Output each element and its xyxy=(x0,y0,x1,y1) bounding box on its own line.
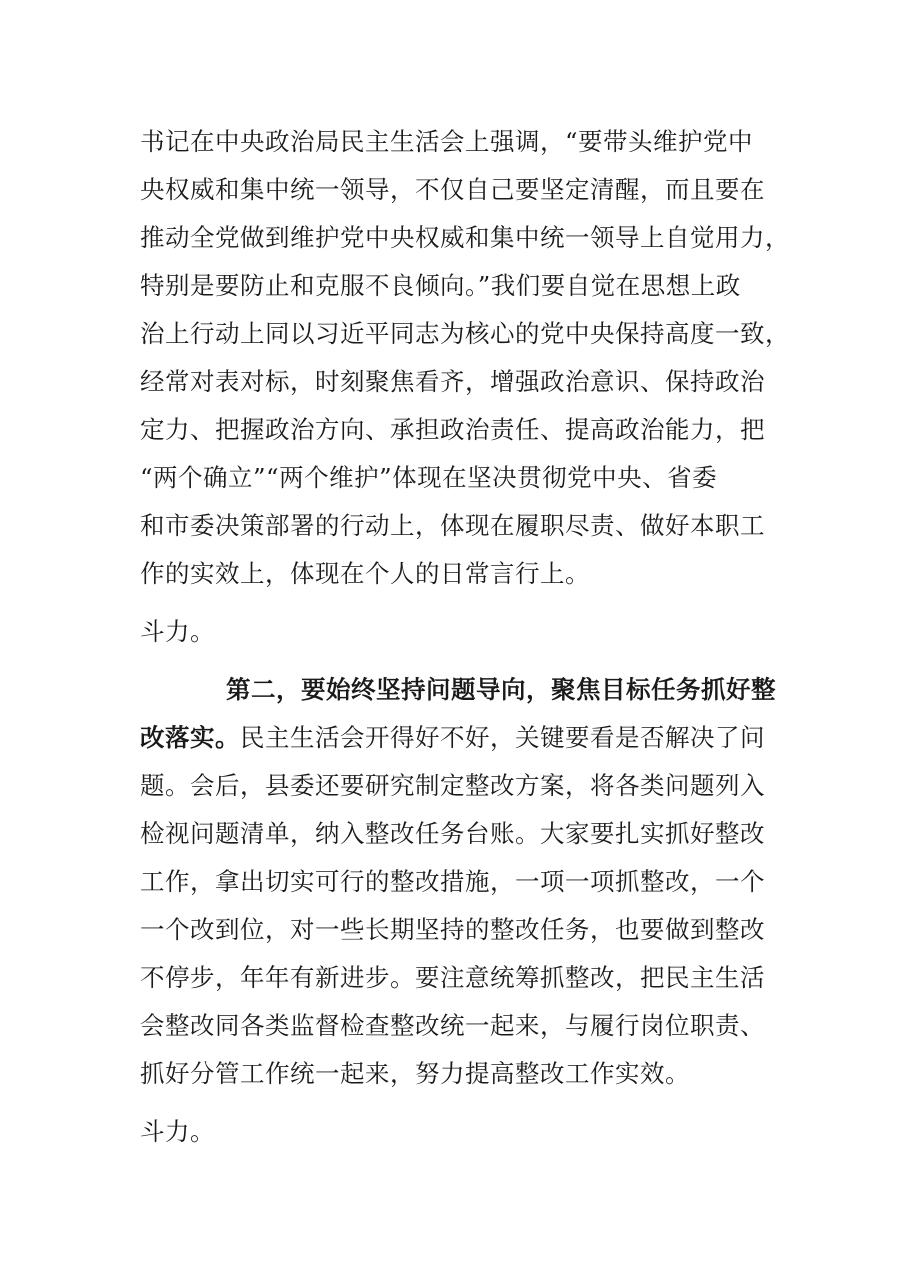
paragraph1-line: 和市委决策部署的行动上，体现在履职尽责、做好本职工 xyxy=(140,511,765,540)
paragraph1-line: 特别是要防止和克服不良倾向。”我们要自觉在思想上政 xyxy=(140,271,741,300)
paragraph1-line: 推动全党做到维护党中央权威和集中统一领导上自觉用力， xyxy=(140,223,790,252)
paragraph2-line: 不停步，年年有新进步。要注意统筹抓整改，把民主生活 xyxy=(140,963,765,992)
paragraph2-line: 检视问题清单，纳入整改任务台账。大家要扎实抓好整改 xyxy=(140,819,765,848)
section-heading-end: 改落实。 xyxy=(140,723,240,752)
paragraph2-line: 抓好分管工作统一起来，努力提高整改工作实效。 xyxy=(140,1059,690,1088)
paragraph1-line: 定力、把握政治方向、承担政治责任、提高政治能力，把 xyxy=(140,415,765,444)
paragraph2-line-text: 民主生活会开得好不好，关键要看是否解决了问 xyxy=(240,723,765,752)
paragraph2-line: 会整改同各类监督检查整改统一起来，与履行岗位职责、 xyxy=(140,1011,765,1040)
paragraph2-line xyxy=(140,720,765,756)
paragraph2-line: 题。会后，县委还要研究制定整改方案，将各类问题列入 xyxy=(140,771,765,800)
paragraph2-line: 工作，拿出切实可行的整改措施，一项一项抓整改，一个 xyxy=(140,867,765,896)
paragraph1-line: 书记在中央政治局民主生活会上强调，“要带头维护党中 xyxy=(140,127,754,156)
paragraph1-line: 经常对表对标，时刻聚焦看齐，增强政治意识、保持政治 xyxy=(140,367,765,396)
paragraph1-line: “两个确立”“两个维护”体现在坚决贯彻党中央、省委 xyxy=(140,463,718,492)
separator-text: 斗力。 xyxy=(140,1117,215,1146)
paragraph1-line: 治上行动上同以习近平同志为核心的党中央保持高度一致， xyxy=(140,319,790,348)
paragraph1-line: 作的实效上，体现在个人的日常言行上。 xyxy=(140,559,590,588)
paragraph2-line: 一个改到位，对一些长期坚持的整改任务，也要做到整改 xyxy=(140,915,765,944)
section-heading: 第二，要始终坚持问题导向，聚焦目标任务抓好整 xyxy=(226,675,776,704)
separator-text: 斗力。 xyxy=(140,617,215,646)
paragraph1-line: 央权威和集中统一领导，不仅自己要坚定清醒，而且要在 xyxy=(140,175,765,204)
